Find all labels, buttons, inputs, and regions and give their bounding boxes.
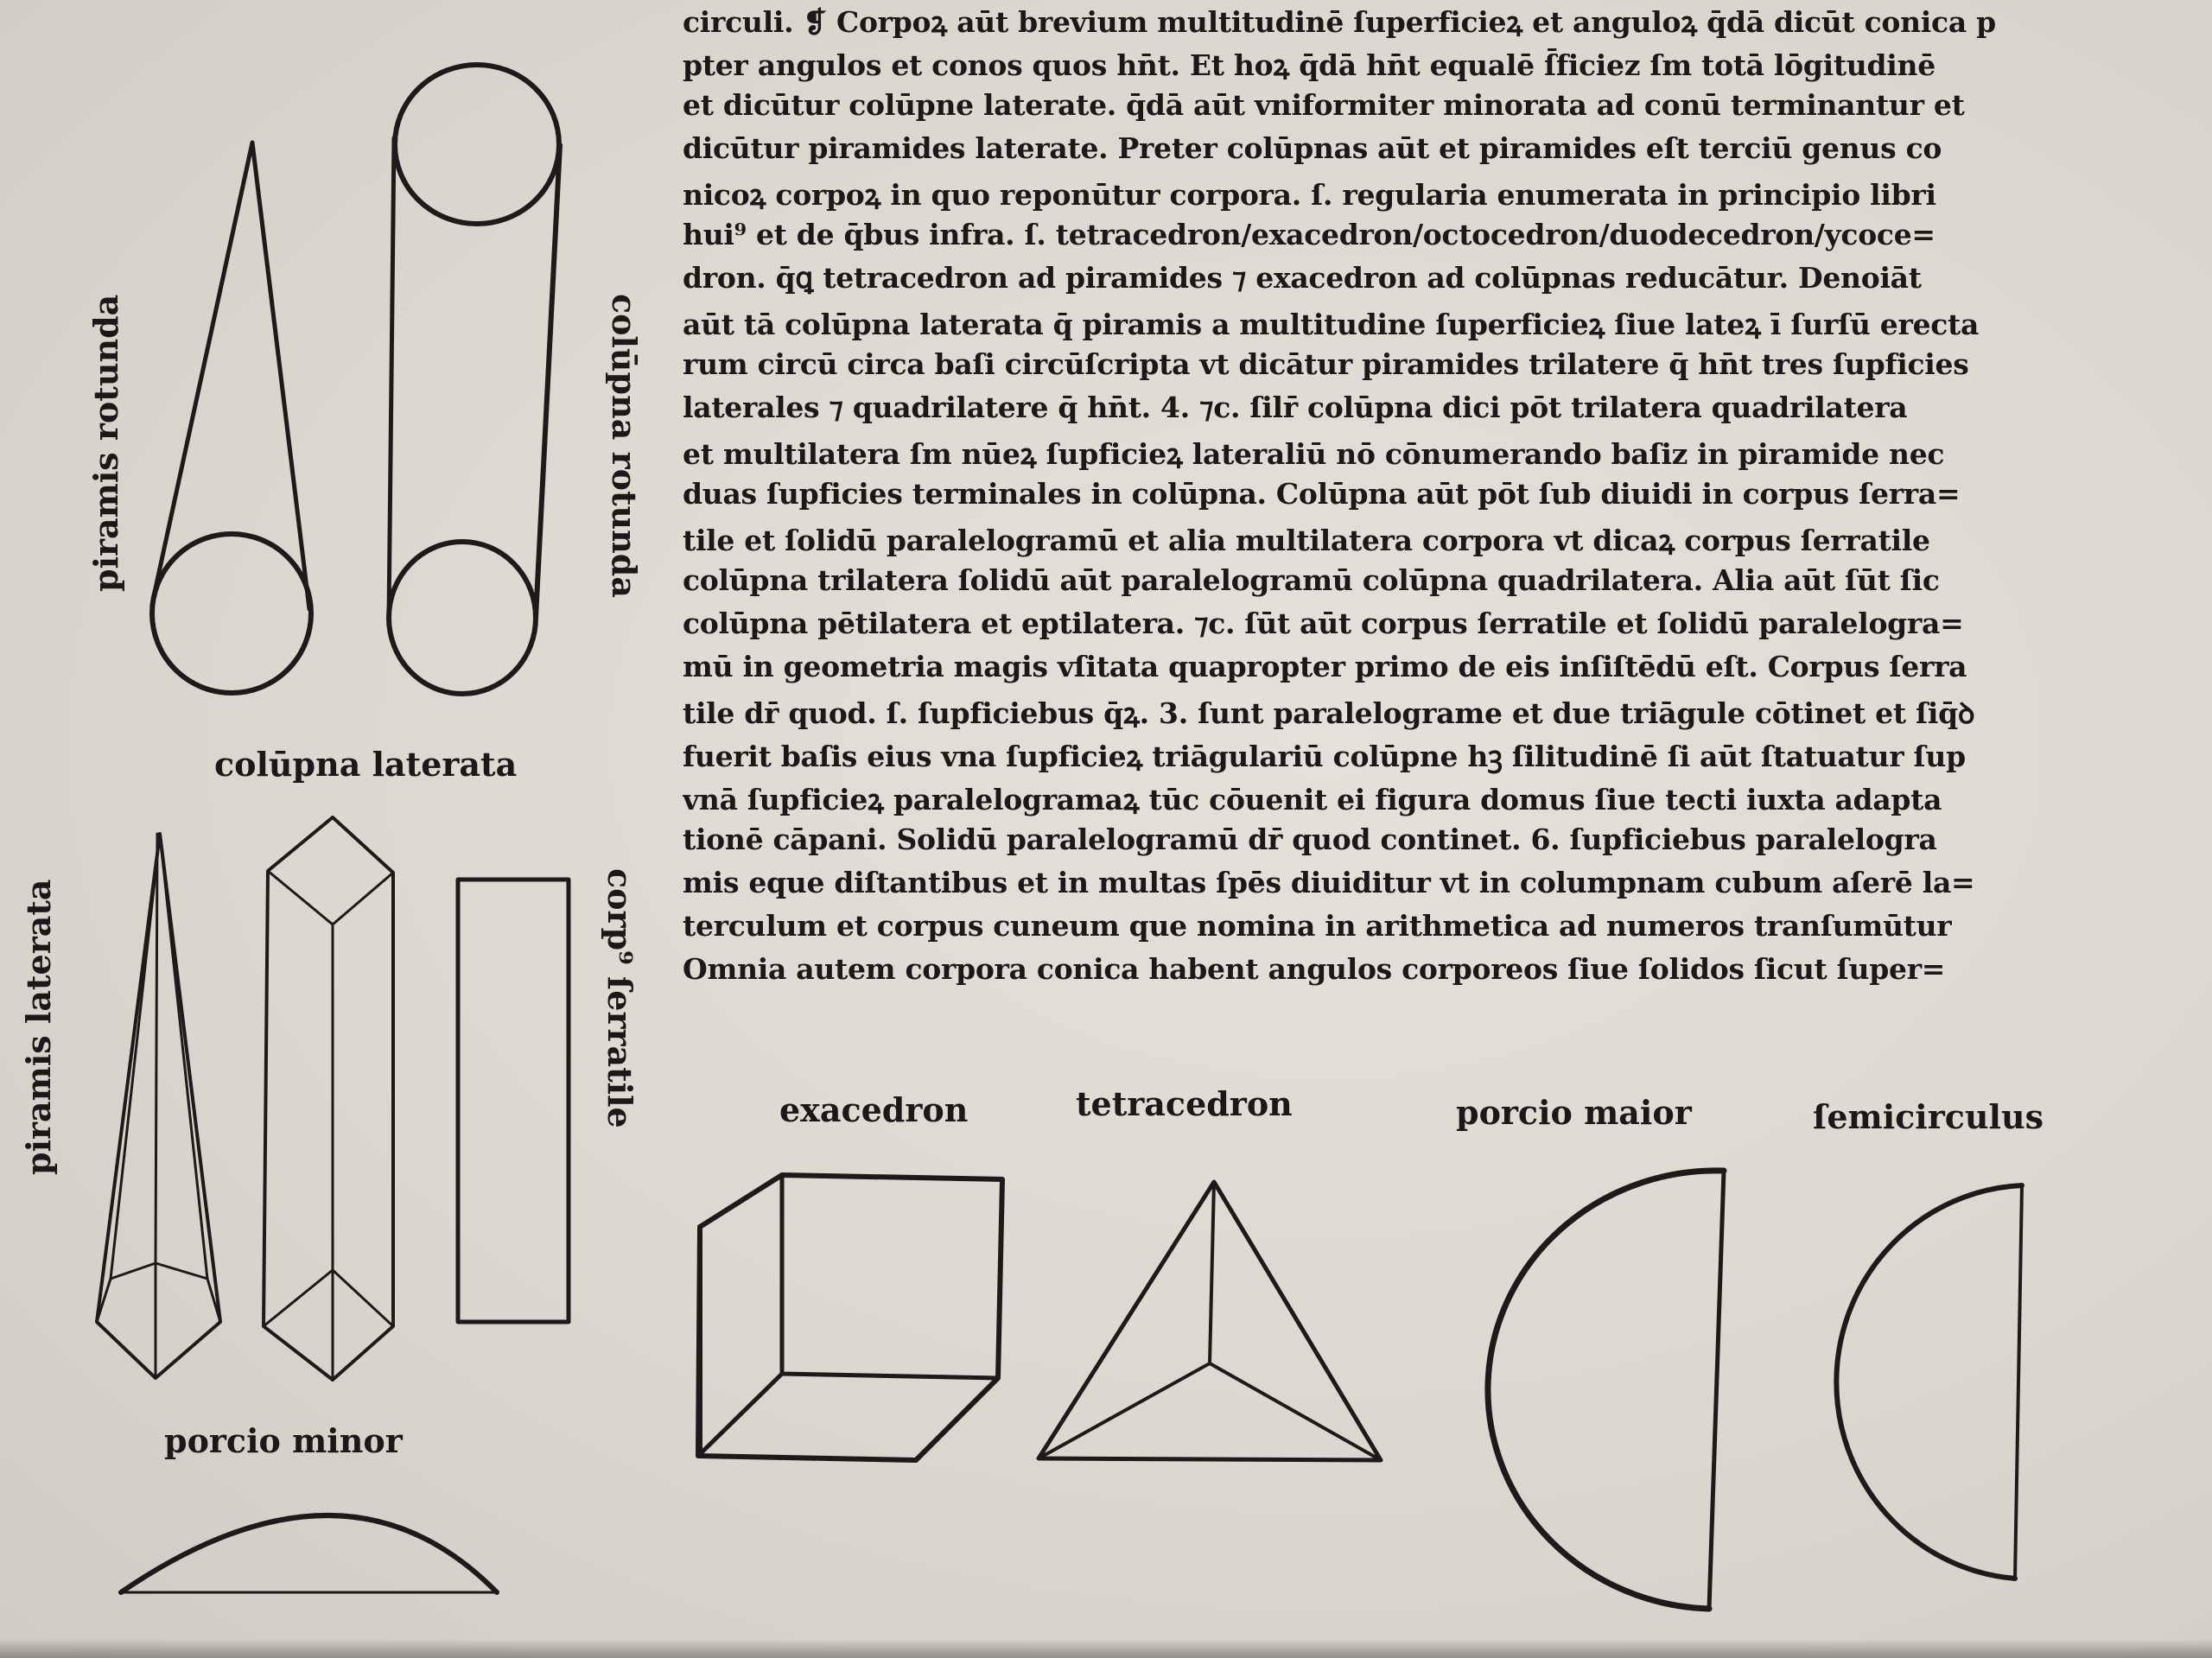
text-line: hui⁹ et de q̄bus infra. ſ. tetracedron/exacedron/octocedron/duodecedron/ycoce= <box>683 218 1936 251</box>
text-line: mis eque diſtantibus et in multas ſpēs diuiditur vt in columpnam cubum aſerē la= <box>683 866 1975 899</box>
label-corpus-serratile: corp⁹ ſerratile <box>601 868 639 1128</box>
text-line: duas ſupficies terminales in colūpna. Colūpna aūt pōt ſub diuidi in corpus ſerra= <box>683 477 1961 511</box>
text-line: terculum et corpus cuneum que nomina in arithmetica ad numeros tranſumūtur <box>683 909 1952 943</box>
label-colupna-rotunda: colūpna rotunda <box>605 294 644 598</box>
square-pyramid-figure <box>97 834 220 1378</box>
label-tetracedron: tetracedron <box>1076 1084 1293 1123</box>
text-line: dron. q̄ꝗ tetracedron ad piramides ⁊ exacedron ad colūpnas reducātur. Denoiāt <box>683 261 1922 295</box>
square-prism-figure <box>264 817 393 1380</box>
cone-figure <box>152 143 311 693</box>
text-line: laterales ⁊ quadrilatere q̄ hn̄t. 4. ⁊c. ſilr̄ colūpna dici pōt trilatera quadrilatera <box>683 391 1908 424</box>
cube-figure <box>698 1175 1002 1460</box>
label-porcio-maior: porcio maior <box>1456 1093 1692 1132</box>
major-segment-figure <box>1488 1171 1724 1609</box>
text-line: nicoꝝ corpoꝝ in quo reponūtur corpora. ſ. regularia enumerata in principio libri <box>683 178 1936 212</box>
label-porcio-minor: porcio minor <box>164 1421 403 1460</box>
text-line: colūpna trilatera ſolidū aūt paralelogramū colūpna quadrilatera. Alia aūt ſūt ſic <box>683 563 1940 597</box>
text-line: fuerit baſis eius vna ſupficieꝝ triāgulariū colūpne hꝫ ſilitudinē ſi aūt ſtatuatur ſup <box>683 740 1966 773</box>
text-line: rum circū circa baſi circūſcripta vt dicātur piramides trilatere q̄ hn̄t tres ſupficies <box>683 347 1969 381</box>
serratile-body-figure <box>458 880 569 1322</box>
cylinder-figure <box>389 65 560 694</box>
text-line: tile dr̄ quod. ſ. ſupficiebus q̄ꝝ. 3. ſunt paralelograme et due triāgule cōtinet et ſiq̄ꝺ <box>683 696 1975 730</box>
label-exacedron: exacedron <box>779 1090 969 1129</box>
text-line: dicūtur piramides laterate. Preter colūpnas aūt et piramides eſt terciū genus co <box>683 131 1942 165</box>
minor-segment-figure <box>121 1515 497 1592</box>
label-colupna-laterata: colūpna laterata <box>214 745 518 784</box>
text-line: colūpna pētilatera et eptilatera. ⁊c. ſūt aūt corpus ſerratile et ſolidū paralelogra= <box>683 607 1964 640</box>
label-semicirculus: ſemicirculus <box>1813 1097 2044 1136</box>
text-line: vnā ſupficieꝝ paralelogramaꝝ tūc cōuenit ei figura domus ſiue tecti iuxta adapta <box>683 783 1942 816</box>
text-line: et dicūtur colūpne laterate. q̄dā aūt vniformiter minorata ad conū terminantur et <box>683 88 1965 122</box>
page-bottom-edge <box>0 1639 2212 1658</box>
label-piramis-laterata: piramis laterata <box>19 879 58 1175</box>
text-line: aūt tā colūpna laterata q̄ piramis a multitudine ſuperficieꝝ ſiue lateꝝ ī ſurſū erecta <box>683 308 1980 341</box>
text-line: pter angulos et conos quos hn̄t. Et hoꝝ q̄dā hn̄t equalē ſ̄ficiez ſm totā lōgitudinē <box>683 48 1936 82</box>
semicircle-figure <box>1836 1185 2022 1579</box>
text-line: mū in geometria magis vſitata quapropter primo de eis inſiſtēdū eſt. Corpus ſerra <box>683 650 1967 683</box>
text-line: Omnia autem corpora conica habent angulos corporeos ſiue ſolidos ſicut ſuper= <box>683 952 1946 986</box>
text-line: circuli. ❡ Corpoꝝ aūt brevium multitudinē ſuperficieꝝ et anguloꝝ q̄dā dicūt conica p <box>683 5 1996 39</box>
label-piramis-rotunda: piramis rotunda <box>86 294 125 592</box>
text-line: tile et ſolidū paralelogramū et alia multilatera corpora vt dicaꝝ corpus ſerratile <box>683 524 1930 557</box>
text-line: et multilatera ſm nūeꝝ ſupficieꝝ lateraliū nō cōnumerando baſiz in piramide nec <box>683 437 1945 471</box>
text-line: tionē cāpani. Solidū paralelogramū dr̄ quod continet. 6. ſupficiebus paralelogra <box>683 823 1937 856</box>
tetrahedron-figure <box>1039 1182 1381 1460</box>
